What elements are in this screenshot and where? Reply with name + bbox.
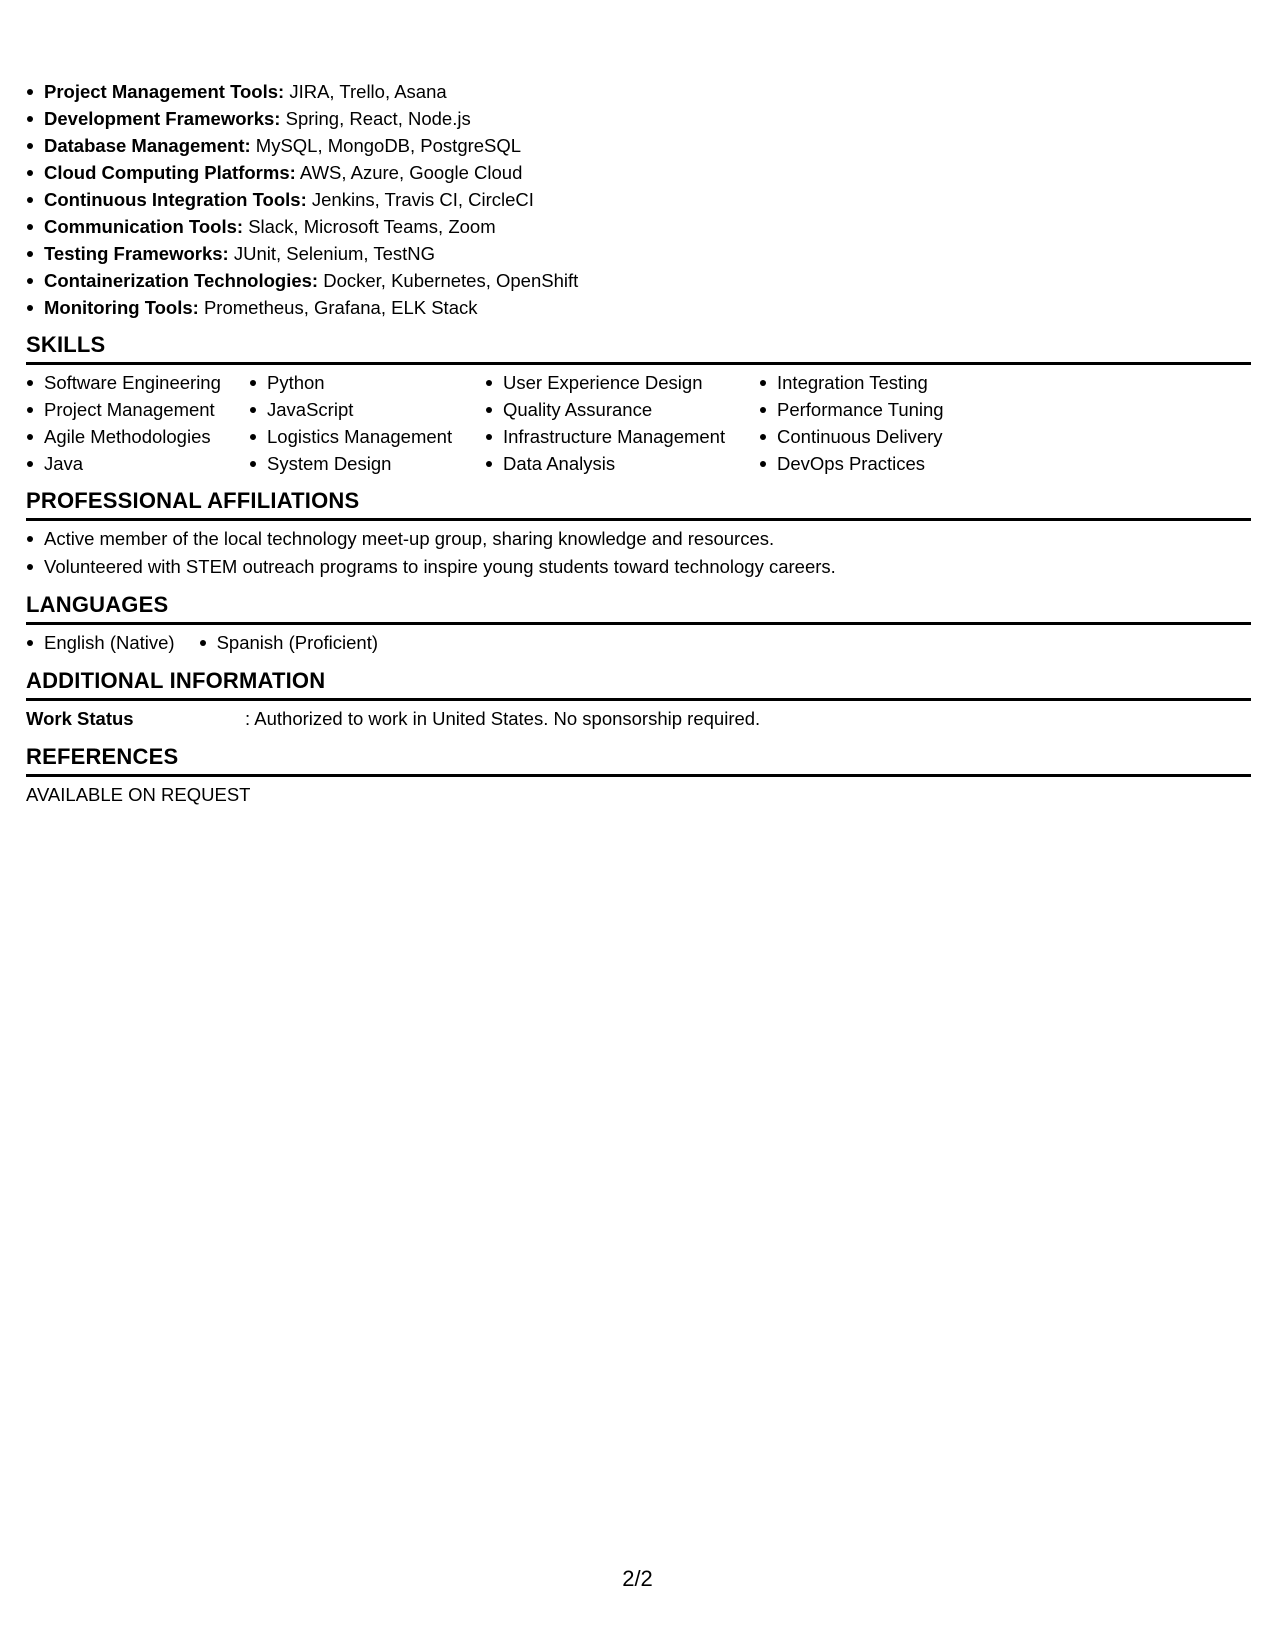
- skill-item: System Design: [249, 450, 485, 477]
- tool-category: Continuous Integration Tools:: [44, 189, 307, 210]
- languages-section: [26, 589, 1251, 657]
- section-title-affiliations: PROFESSIONAL AFFILIATIONS: [26, 488, 360, 513]
- tool-item-testing-frameworks: [26, 240, 1251, 267]
- tool-category: Monitoring Tools:: [44, 297, 199, 318]
- skills-column: [759, 369, 1019, 477]
- skill-item: User Experience Design: [485, 369, 759, 396]
- section-divider: [26, 774, 1251, 777]
- skills-column: [249, 369, 485, 477]
- tool-values: AWS, Azure, Google Cloud: [299, 162, 523, 183]
- skills-column: [485, 369, 759, 477]
- tool-category: Development Frameworks:: [44, 108, 281, 129]
- skill-item: Performance Tuning: [759, 396, 1019, 423]
- tool-category: Database Management:: [44, 135, 251, 156]
- skill-item: Data Analysis: [485, 450, 759, 477]
- section-title-languages: LANGUAGES: [26, 592, 169, 617]
- tool-item-development-frameworks: [26, 105, 1251, 132]
- skill-item: JavaScript: [249, 396, 485, 423]
- skill-item: Continuous Delivery: [759, 423, 1019, 450]
- skill-item: Python: [249, 369, 485, 396]
- tool-item-containerization: [26, 267, 1251, 294]
- section-title-references: REFERENCES: [26, 744, 179, 769]
- tool-values: JIRA, Trello, Asana: [289, 81, 447, 102]
- tool-values: Jenkins, Travis CI, CircleCI: [311, 189, 534, 210]
- tool-item-communication-tools: [26, 213, 1251, 240]
- additional-info-section: [26, 665, 1251, 733]
- tool-item-monitoring-tools: [26, 294, 1251, 321]
- skill-item: DevOps Practices: [759, 450, 1019, 477]
- work-status-row: [26, 705, 1251, 733]
- page-number: 2/2: [622, 1566, 653, 1591]
- tool-category: Testing Frameworks:: [44, 243, 229, 264]
- skill-item: Quality Assurance: [485, 396, 759, 423]
- skill-item: Software Engineering: [26, 369, 249, 396]
- tool-category: Communication Tools:: [44, 216, 244, 237]
- section-divider: [26, 362, 1251, 365]
- section-title-additional-info: ADDITIONAL INFORMATION: [26, 668, 326, 693]
- affiliation-item: Active member of the local technology meet-up group, sharing knowledge and resources.: [26, 525, 1251, 553]
- language-item: Spanish (Proficient): [199, 629, 378, 657]
- skill-item: Java: [26, 450, 249, 477]
- tool-item-database-management: [26, 132, 1251, 159]
- section-divider: [26, 698, 1251, 701]
- tool-values: Prometheus, Grafana, ELK Stack: [203, 297, 478, 318]
- language-item: English (Native): [26, 629, 175, 657]
- work-status-value: : Authorized to work in United States. No sponsorship required.: [245, 708, 761, 729]
- skill-item: Agile Methodologies: [26, 423, 249, 450]
- tool-values: Docker, Kubernetes, OpenShift: [323, 270, 579, 291]
- tool-category: Project Management Tools:: [44, 81, 285, 102]
- skill-item: Infrastructure Management: [485, 423, 759, 450]
- section-title-skills: SKILLS: [26, 332, 106, 357]
- tool-item-cloud-platforms: [26, 159, 1251, 186]
- skill-item: Integration Testing: [759, 369, 1019, 396]
- affiliations-section: [26, 485, 1251, 581]
- languages-list: [26, 629, 1251, 657]
- tool-values: Spring, React, Node.js: [285, 108, 471, 129]
- references-section: [26, 741, 1251, 809]
- tool-item-ci-tools: [26, 186, 1251, 213]
- affiliations-list: [26, 525, 1251, 581]
- references-text: AVAILABLE ON REQUEST: [26, 784, 251, 805]
- skills-section: [26, 329, 1251, 477]
- affiliation-item: Volunteered with STEM outreach programs to inspire young students toward technology careers.: [26, 553, 1251, 581]
- tool-category: Containerization Technologies:: [44, 270, 319, 291]
- section-divider: [26, 518, 1251, 521]
- tool-values: Slack, Microsoft Teams, Zoom: [248, 216, 496, 237]
- work-status-label: Work Status: [26, 708, 134, 729]
- tool-category: Cloud Computing Platforms:: [44, 162, 296, 183]
- section-divider: [26, 622, 1251, 625]
- resume-page: [26, 78, 1251, 809]
- tool-item-project-management: [26, 78, 1251, 105]
- skill-item: Logistics Management: [249, 423, 485, 450]
- skills-column: [26, 369, 249, 477]
- tool-values: JUnit, Selenium, TestNG: [233, 243, 436, 264]
- tool-values: MySQL, MongoDB, PostgreSQL: [255, 135, 522, 156]
- tools-list: [26, 78, 1251, 321]
- skills-grid: [26, 369, 1251, 477]
- skill-item: Project Management: [26, 396, 249, 423]
